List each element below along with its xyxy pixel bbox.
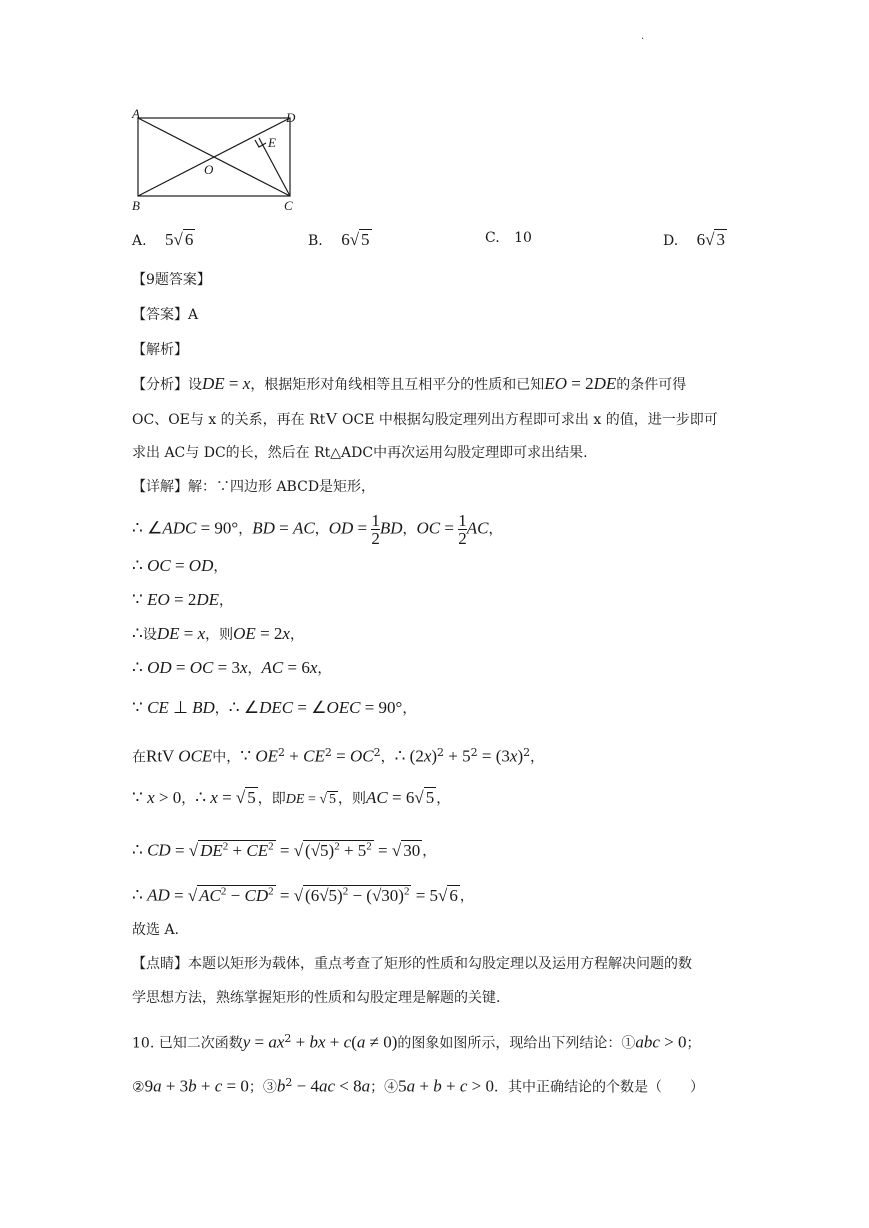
label-c: C (284, 198, 293, 213)
analysis-header: 【解析】 (132, 342, 188, 358)
comment-line-2: 学思想方法，熟练掌握矩形的性质和勾股定理是解题的关键. (132, 990, 501, 1006)
option-b[interactable]: B. 6√ 5 (308, 230, 370, 249)
eq-7: 在RtV OCE中，∵ $OE^2 + CE^2 = OC^2$，∴ $(2x)^2 + 5^2 = (3x)^2$， (132, 746, 545, 766)
choose-line: 故选 A. (132, 922, 180, 938)
eq-4: ∴设DE = x，则OE = 2x， (132, 624, 304, 643)
eq-5: ∴ OD = OC = 3x，AC = 6x， (132, 658, 332, 677)
eq-8: ∵ x > 0，∴ x = √ 5 ，即DE = √ 5 ，则AC = 6√ 5 ， (132, 788, 451, 807)
analysis-line-1: 【分析】设DE = x，根据矩形对角线相等且互相平分的性质和已知EO = 2DE的条件可得 (132, 374, 687, 393)
rectangle-figure (128, 106, 308, 216)
eq-2: ∴ OC = OD， (132, 556, 228, 575)
label-a: A (132, 106, 140, 121)
answer-header: 【9题答案】 (132, 272, 211, 288)
eq-10: ∴ AD = √ $AC^2 - CD^2$ = √ $(6√5)^2 - (√30)^2 = 5√$ 6 ， (132, 885, 474, 905)
answer-line: 【答案】A (132, 307, 199, 323)
option-a[interactable]: A. 5√ 6 (132, 230, 194, 249)
option-d[interactable]: D. 6√ 3 (663, 230, 725, 249)
q10-line-1: 10. 已知二次函数$y = ax^2$ + bx + c(a ≠ 0)的图象如图所示，现给出下列结论：①abc > 0； (132, 1032, 701, 1052)
option-c[interactable]: C. 10 (485, 230, 532, 246)
detail-line: 【详解】解：∵四边形 ABCD是矩形， (132, 479, 376, 495)
label-e: E (268, 135, 276, 150)
eq-3: ∵ EO = 2DE， (132, 590, 234, 609)
eq-6: ∵ CE ⊥ BD，∴ ∠DEC = ∠OEC = 90°， (132, 698, 417, 717)
label-b: B (132, 198, 140, 213)
eq-1: ∴ ∠ADC = 90°，BD = AC，OD = $\frac{1}{2}$ BD，OC = $\frac{1}{2}$ AC， (132, 511, 503, 548)
analysis-line-2: OC、OE与 x 的关系，再在 RtV OCE 中根据勾股定理列出方程即可求出 x 的值，进一步即可 (132, 409, 718, 428)
eq-9: ∴ CD = √ $DE^2 + CE^2$ = √ $(√5)^2 + 5^2$ = √ 30 ， (132, 840, 437, 860)
label-o: O (204, 162, 214, 177)
label-d: D (286, 110, 296, 125)
q10-line-2: ②9a + 3b + c = 0；$③b^2 - 4ac < 8a$；④5a + b + c > 0．其中正确结论的个数是（ ） (132, 1076, 704, 1096)
page-dot: · (641, 34, 645, 45)
comment-line-1: 【点睛】本题以矩形为载体，重点考查了矩形的性质和勾股定理以及运用方程解决问题的数 (132, 956, 692, 972)
analysis-line-3: 求出 AC与 DC的长，然后在 Rt△ADC中再次运用勾股定理即可求出结果. (132, 445, 588, 461)
